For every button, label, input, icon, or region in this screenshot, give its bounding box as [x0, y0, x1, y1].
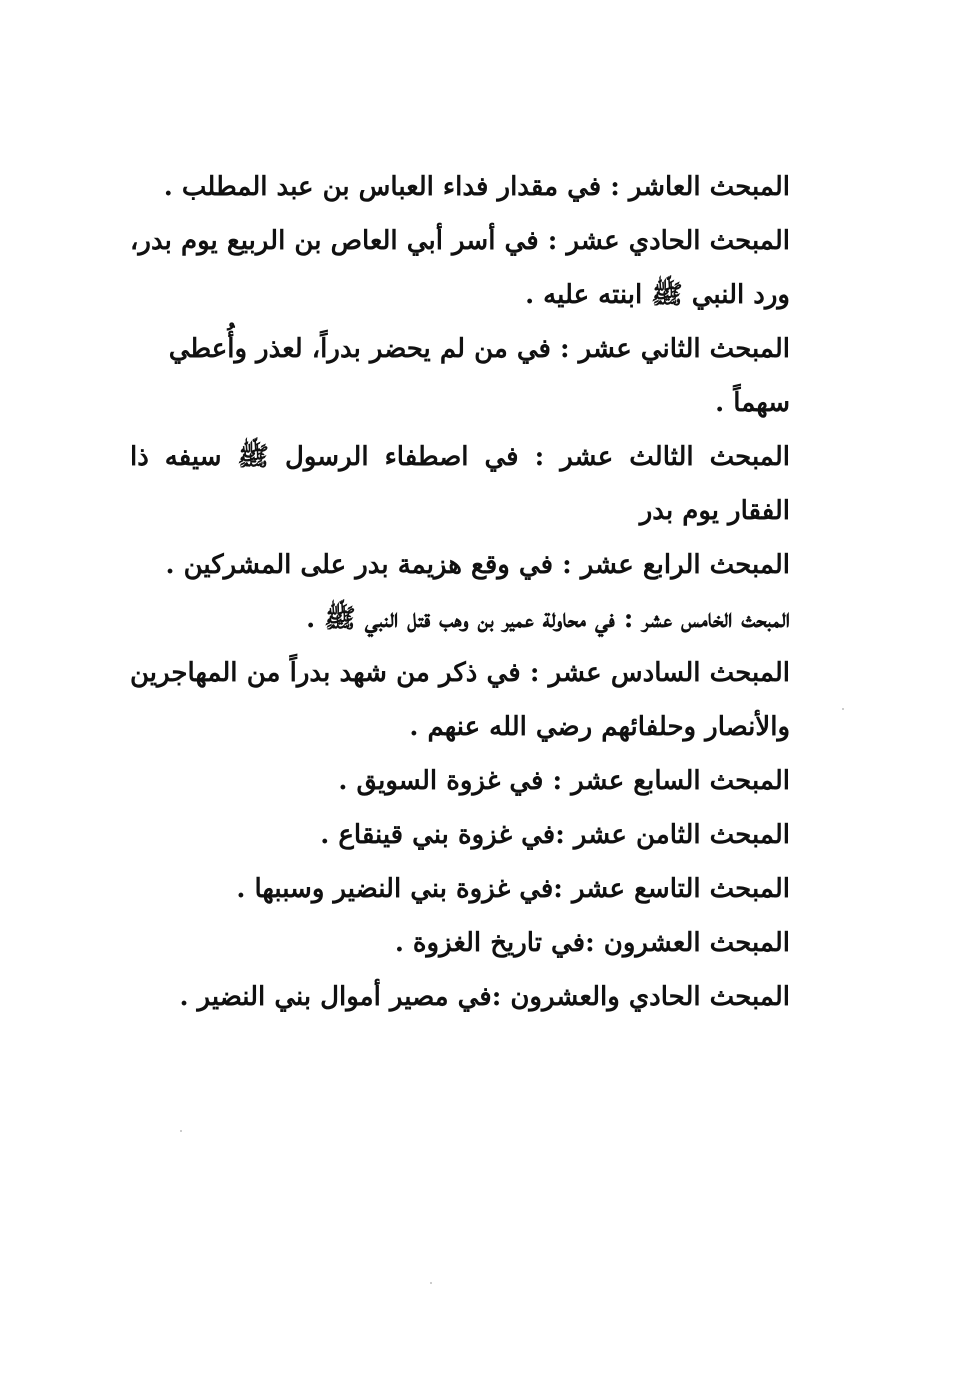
toc-entry-12: المبحث الثاني عشر : في من لم يحضر بدراً، لعذر وأُعطي سهماً . [168, 334, 790, 418]
toc-entry-10: المبحث العاشر : في مقدار فداء العباس بن عبد المطلب . [163, 172, 790, 202]
toc-entry-20: المبحث العشرون :في تاريخ الغزوة . [394, 928, 790, 958]
toc-entry-13: المبحث الثالث عشر : في اصطفاء الرسول ﷺ سيفه ذا الفقار يوم بدر [130, 442, 790, 526]
toc-entry-11: المبحث الحادي عشر : في أسر أبي العاص بن الربيع يوم بدر، ورد النبي ﷺ ابنته عليه . [130, 226, 790, 310]
scan-speck [430, 1282, 432, 1284]
toc-entry-18: المبحث الثامن عشر :في غزوة بني قينقاع . [320, 820, 790, 850]
scan-speck [842, 708, 844, 710]
toc-entry-15: المبحث الخامس عشر : في محاولة عمير بن وهب قتل النبي ﷺ . [306, 604, 790, 634]
toc-entry-19: المبحث التاسع عشر :في غزوة بني النضير وسببها . [236, 874, 790, 904]
scan-speck [180, 1130, 182, 1132]
toc-entry-14: المبحث الرابع عشر : في وقع هزيمة بدر على المشركين . [165, 550, 790, 580]
toc-entry-21: المبحث الحادي والعشرون :في مصير أموال بني النضير . [179, 982, 790, 1012]
table-of-contents [130, 160, 790, 1024]
toc-entry-16: المبحث السادس عشر : في ذكر من شهد بدراً من المهاجرين والأنصار وحلفائهم رضي الله عنهم . [130, 658, 790, 742]
toc-entry-17: المبحث السابع عشر : في غزوة السويق . [338, 766, 790, 796]
